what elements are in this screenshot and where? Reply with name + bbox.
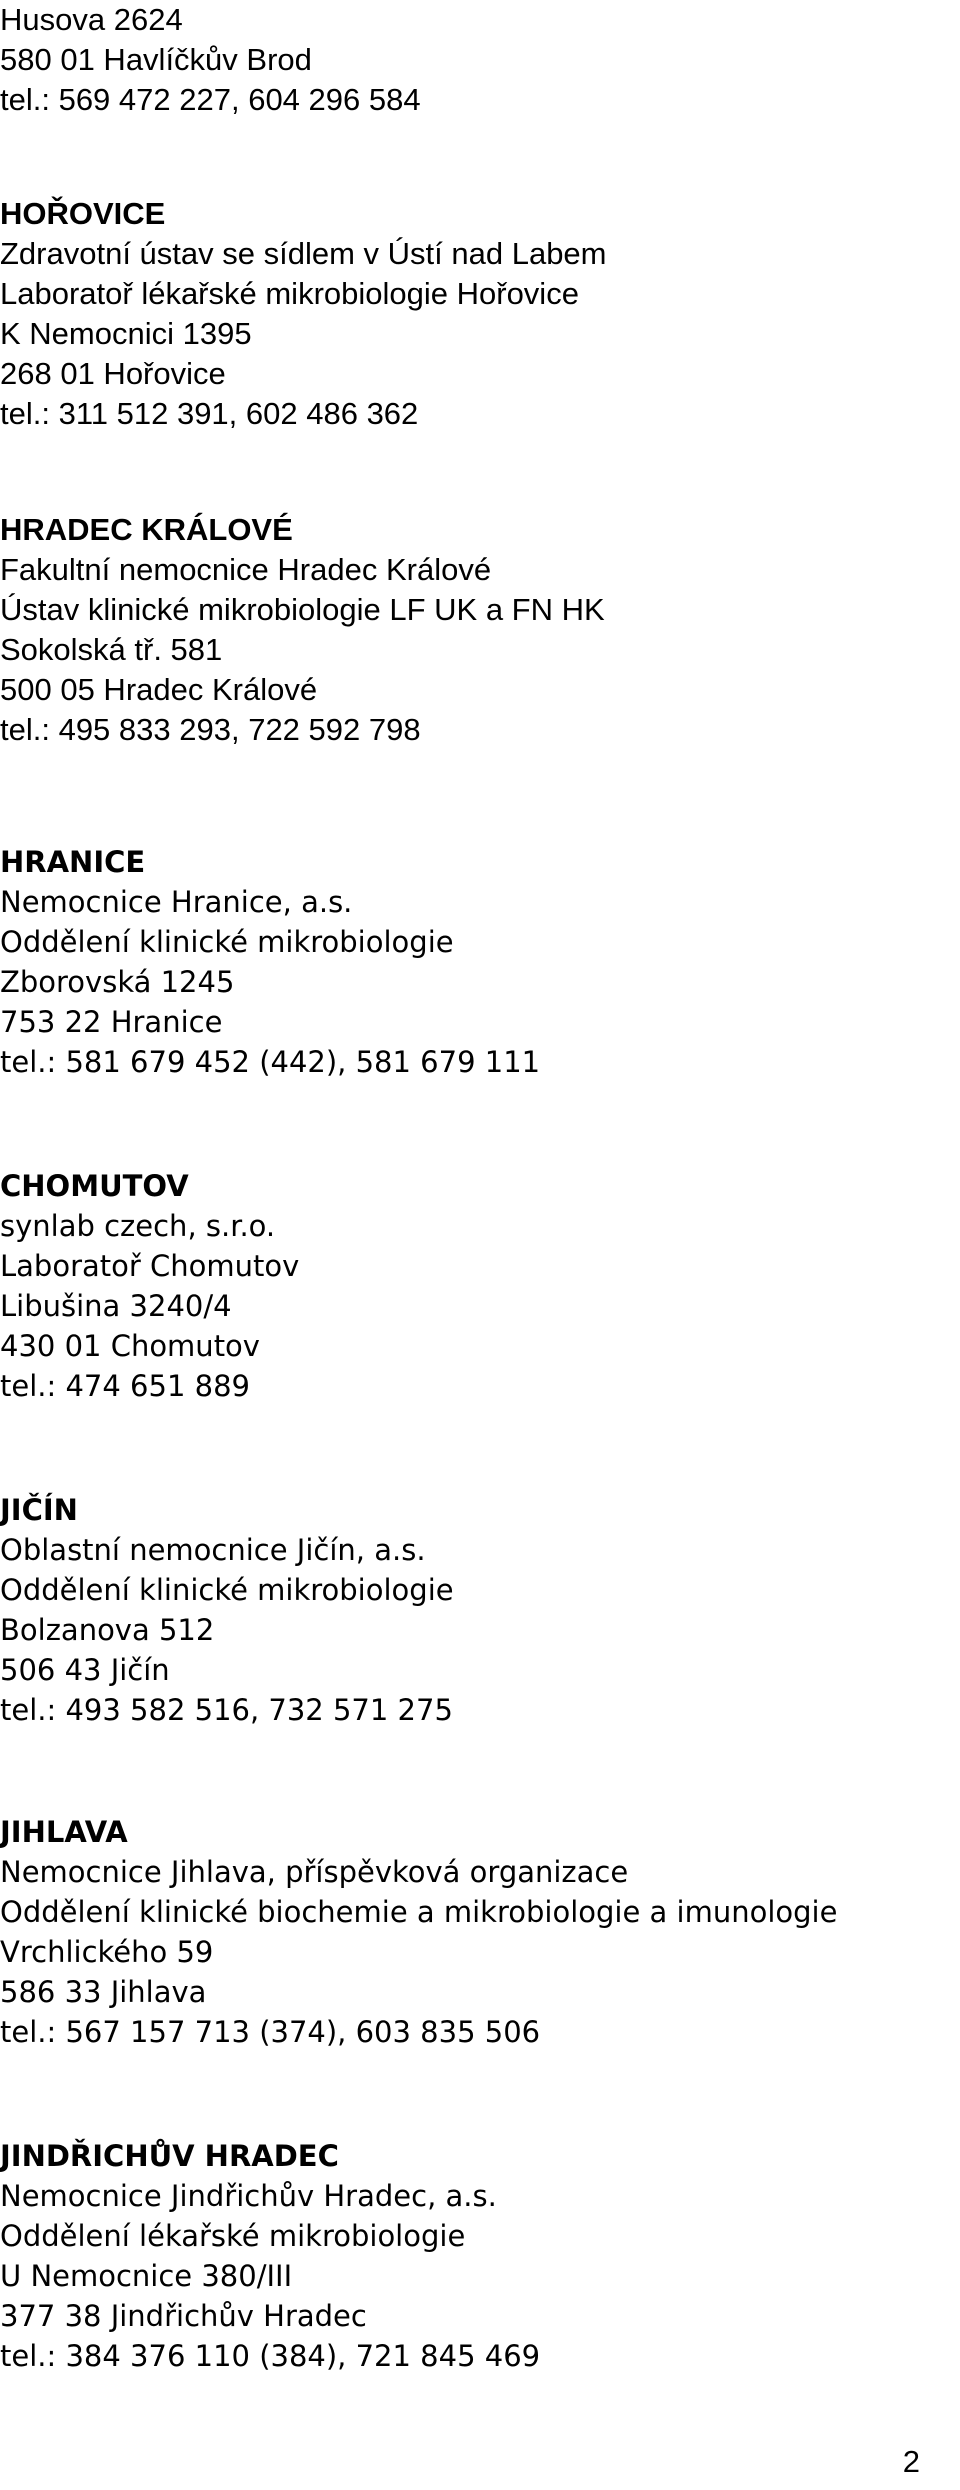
- address-line: tel.: 581 679 452 (442), 581 679 111: [0, 1045, 541, 1079]
- section-jindrichuv-hradec: [0, 2136, 960, 2376]
- section-chomutov: [0, 1166, 960, 1406]
- address-line: Nemocnice Jindřichův Hradec, a.s.: [0, 2179, 497, 2213]
- address-line: Nemocnice Hranice, a.s.: [0, 885, 353, 919]
- section-heading: JIČÍN: [0, 1493, 78, 1527]
- section-heading: JINDŘICHŮV HRADEC: [0, 2139, 339, 2173]
- section-heading: JIHLAVA: [0, 1815, 128, 1849]
- address-line: Oddělení klinické mikrobiologie: [0, 1573, 454, 1607]
- page-number: 2: [902, 2444, 920, 2479]
- address-line: 377 38 Jindřichův Hradec: [0, 2299, 367, 2333]
- address-line: tel.: 311 512 391, 602 486 362: [0, 396, 419, 431]
- address-line: Fakultní nemocnice Hradec Králové: [0, 552, 492, 587]
- address-line: 753 22 Hranice: [0, 1005, 223, 1039]
- address-line: Ústav klinické mikrobiologie LF UK a FN HK: [0, 592, 605, 627]
- address-line: Bolzanova 512: [0, 1613, 215, 1647]
- address-line: tel.: 493 582 516, 732 571 275: [0, 1693, 453, 1727]
- address-line: Oddělení lékařské mikrobiologie: [0, 2219, 466, 2253]
- address-line: Laboratoř Chomutov: [0, 1249, 300, 1283]
- address-line: Zdravotní ústav se sídlem v Ústí nad Labem: [0, 236, 607, 271]
- address-line: Libušina 3240/4: [0, 1289, 232, 1323]
- section-heading: HRANICE: [0, 845, 146, 879]
- address-line: tel.: 567 157 713 (374), 603 835 506: [0, 2015, 541, 2049]
- address-line: Zborovská 1245: [0, 965, 235, 999]
- address-line: Laboratoř lékařské mikrobiologie Hořovice: [0, 276, 579, 311]
- address-line: Oddělení klinické biochemie a mikrobiologie a imunologie: [0, 1895, 838, 1929]
- address-line: Nemocnice Jihlava, příspěvková organizace: [0, 1855, 629, 1889]
- address-line: tel.: 569 472 227, 604 296 584: [0, 82, 421, 117]
- address-line: 430 01 Chomutov: [0, 1329, 260, 1363]
- continuation-block: [0, 0, 960, 120]
- address-line: 586 33 Jihlava: [0, 1975, 207, 2009]
- section-heading: HOŘOVICE: [0, 196, 166, 231]
- address-line: Sokolská tř. 581: [0, 632, 223, 667]
- section-heading: HRADEC KRÁLOVÉ: [0, 512, 293, 547]
- address-line: 500 05 Hradec Králové: [0, 672, 318, 707]
- address-line: Oblastní nemocnice Jičín, a.s.: [0, 1533, 426, 1567]
- section-jicin: [0, 1490, 960, 1730]
- section-heading: CHOMUTOV: [0, 1169, 189, 1203]
- address-line: 580 01 Havlíčkův Brod: [0, 42, 312, 77]
- section-hranice: [0, 842, 960, 1082]
- address-line: synlab czech, s.r.o.: [0, 1209, 276, 1243]
- address-line: Oddělení klinické mikrobiologie: [0, 925, 454, 959]
- address-line: tel.: 384 376 110 (384), 721 845 469: [0, 2339, 541, 2373]
- address-line: Vrchlického 59: [0, 1935, 214, 1969]
- address-line: 268 01 Hořovice: [0, 356, 226, 391]
- address-line: tel.: 495 833 293, 722 592 798: [0, 712, 421, 747]
- address-line: U Nemocnice 380/III: [0, 2259, 293, 2293]
- section-jihlava: [0, 1812, 960, 2052]
- section-horovice: [0, 194, 960, 434]
- address-line: K Nemocnici 1395: [0, 316, 252, 351]
- address-line: tel.: 474 651 889: [0, 1369, 250, 1403]
- section-hradec-kralove: [0, 510, 960, 750]
- address-line: Husova 2624: [0, 2, 183, 37]
- address-line: 506 43 Jičín: [0, 1653, 170, 1687]
